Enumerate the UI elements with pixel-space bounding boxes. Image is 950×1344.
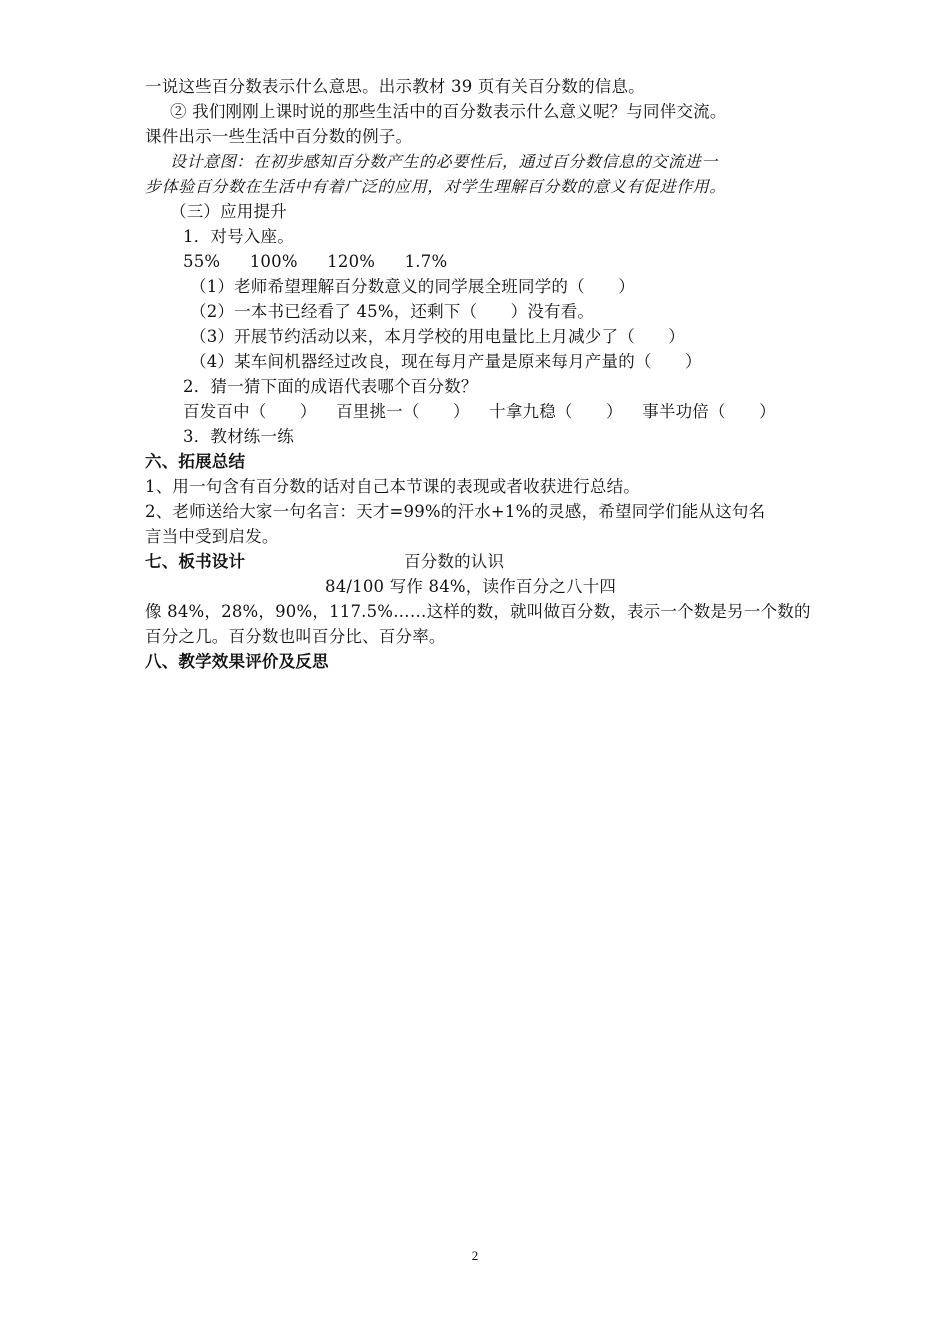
percent-option: 120% [327, 252, 376, 271]
idiom-list [183, 399, 873, 424]
question-line: （2）一本书已经看了 45%，还剩下（ ）没有看。 [190, 302, 595, 321]
board-line: 84/100 写作 84%，读作百分之八十四 [325, 577, 617, 596]
design-intent-line: 步体验百分数在生活中有着广泛的应用，对学生理解百分数的意义有促进作用。 [145, 177, 727, 196]
idiom-item: 百发百中（ ） [183, 402, 317, 421]
exercise-title: 2．猜一猜下面的成语代表哪个百分数？ [183, 377, 478, 396]
percent-options [183, 249, 873, 274]
percent-option: 55% [183, 252, 221, 271]
paragraph-line: ② 我们刚刚上课时说的那些生活中的百分数表示什么意义呢？与同伴交流。 [170, 102, 727, 121]
board-line: 百分之几。百分数也叫百分比、百分率。 [145, 627, 446, 646]
question-line: （4）某车间机器经过改良，现在每月产量是原来每月产量的（ ） [190, 352, 702, 371]
subsection-heading: （三）应用提升 [170, 202, 287, 221]
idiom-item: 十拿九稳（ ） [489, 402, 623, 421]
section-heading: 六、拓展总结 [145, 452, 246, 471]
paragraph-line: 课件出示一些生活中百分数的例子。 [145, 127, 413, 146]
board-title: 百分数的认识 [404, 552, 505, 571]
percent-option: 100% [249, 252, 298, 271]
paragraph-line: 一说这些百分数表示什么意思。出示教材 39 页有关百分数的信息。 [145, 77, 645, 96]
exercise-title: 3．教材练一练 [183, 427, 294, 446]
paragraph-line: 言当中受到启发。 [145, 527, 279, 546]
paragraph-line: 2、老师送给大家一句名言：天才=99%的汗水+1%的灵感，希望同学们能从这句名 [145, 502, 766, 521]
design-intent-line: 设计意图：在初步感知百分数产生的必要性后，通过百分数信息的交流进一 [170, 152, 718, 171]
board-line: 像 84%，28%，90%，117.5%……这样的数，就叫做百分数，表示一个数是另一个数的 [145, 602, 811, 621]
paragraph-line: 1、用一句含有百分数的话对自己本节课的表现或者收获进行总结。 [145, 477, 640, 496]
question-line: （1）老师希望理解百分数意义的同学展全班同学的（ ） [190, 277, 635, 296]
percent-option: 1.7% [404, 252, 448, 271]
question-line: （3）开展节约活动以来，本月学校的用电量比上月减少了（ ） [190, 327, 685, 346]
exercise-title: 1．对号入座。 [183, 227, 294, 246]
idiom-item: 百里挑一（ ） [336, 402, 470, 421]
section-heading: 八、教学效果评价及反思 [145, 652, 329, 671]
section-heading: 七、板书设计 [145, 552, 246, 571]
page-number: 2 [471, 1248, 479, 1263]
idiom-item: 事半功倍（ ） [642, 402, 776, 421]
